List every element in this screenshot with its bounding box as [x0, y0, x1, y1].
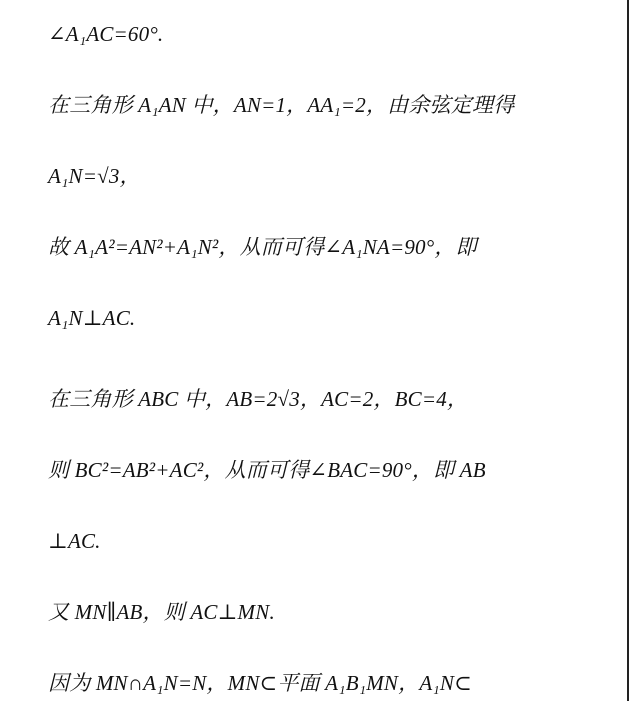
text-line-9: 又 MN∥AB，则 AC⊥MN. [48, 600, 275, 624]
text-line-4: 故 A₁A²=AN²+A₁N²，从而可得∠A₁NA=90°，即 [48, 235, 477, 259]
text-line-5: A₁N⊥AC. [48, 306, 136, 330]
text-line-10: 因为 MN∩A₁N=N，MN⊂平面 A₁B₁MN，A₁N⊂ [48, 671, 472, 695]
text-line-3: A₁N=√3， [48, 164, 141, 188]
text-line-8: ⊥AC. [48, 529, 101, 553]
text-line-6: 在三角形 ABC 中，AB=2√3，AC=2，BC=4， [48, 387, 469, 411]
text-line-1: ∠A₁AC=60°. [48, 22, 164, 46]
text-line-7: 则 BC²=AB²+AC²，从而可得∠BAC=90°，即 AB [48, 458, 486, 482]
text-line-2: 在三角形 A₁AN 中，AN=1，AA₁=2，由余弦定理得 [48, 93, 515, 117]
